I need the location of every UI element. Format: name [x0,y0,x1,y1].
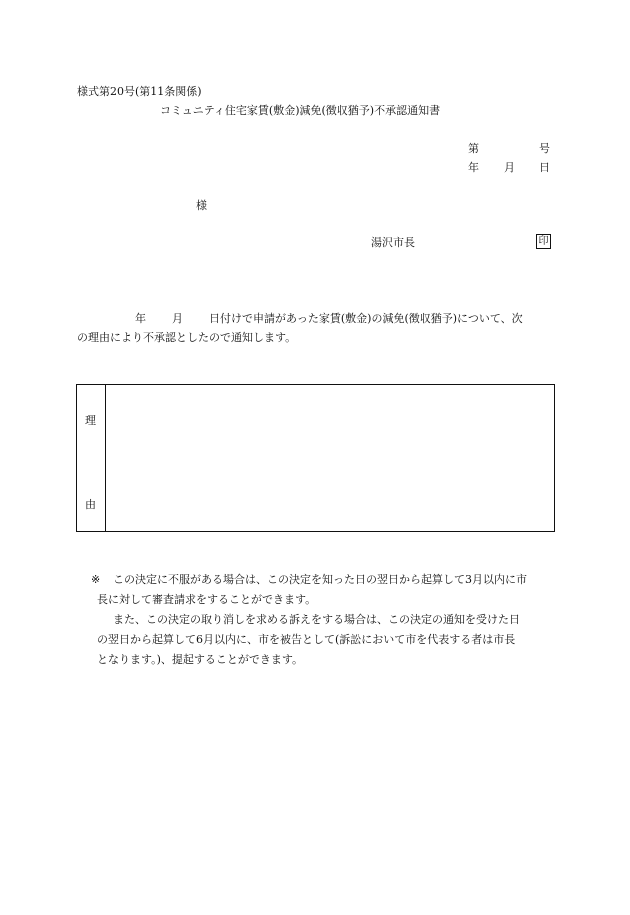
date-day-label: 日 [539,161,550,174]
reference-number-prefix: 第 [468,142,479,155]
note-1-line-1: この決定に不服がある場合は、この決定を知った日の翌日から起算して3月以内に市 [113,573,527,586]
note-1-line-2: 長に対して審査請求をすることができます。 [97,593,317,606]
body-month-label: 月 [172,312,183,325]
form-number: 様式第20号(第11条関係) [77,85,202,98]
note-2-line-3: となります。)、提起することができます。 [97,653,304,666]
date-month-label: 月 [504,161,515,174]
addressee-honorific: 様 [196,199,207,212]
note-mark: ※ [91,573,101,586]
date-year-label: 年 [468,161,479,174]
reference-number-suffix: 号 [539,142,550,155]
note-2-line-2: の翌日から起算して6月以内に、市を被告として(訴訟において市を代表する者は市長 [97,633,516,646]
reason-label-char-2: 由 [85,498,96,511]
seal-mark: 印 [536,234,551,249]
reason-label-column [77,385,106,531]
note-2-line-1: また、この決定の取り消しを求める訴えをする場合は、この決定の通知を受けた日 [113,613,520,626]
document-title: コミュニティ住宅家賃(敷金)減免(徴収猶予)不承認通知書 [160,104,441,117]
reason-content-area [106,385,554,531]
body-line-1-text: 日付けで申請があった家賃(敷金)の減免(徴収猶予)について、次 [209,312,523,325]
body-line-2: の理由により不承認としたので通知します。 [77,331,297,344]
reason-box [76,384,555,532]
reason-label-char-1: 理 [85,414,96,427]
body-year-label: 年 [135,312,146,325]
sender-name: 湯沢市長 [371,236,415,249]
